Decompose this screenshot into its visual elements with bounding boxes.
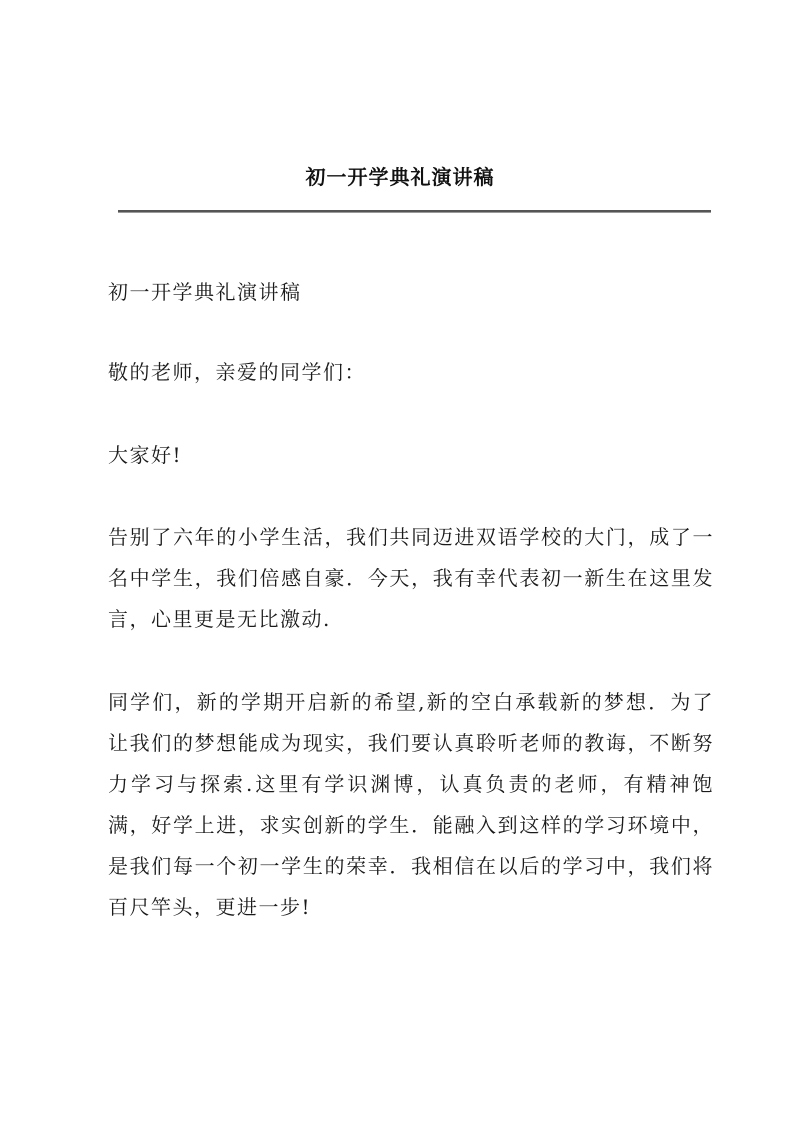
paragraph-new-semester: 同学们，新的学期开启新的希望,新的空白承载新的梦想．为了让我们的梦想能成为现实，我们要认真聆听老师的教诲，不断努力学习与探索.这里有学识渊博，认真负责的老师，有精神饱满，好学上进，求实创新的学生．能融入到这样的学习环境中，是我们每一个初一学生的荣幸．我相信在以后的学习中，我们将百尺竿头，更进一步! (108, 690, 714, 919)
page-header-title: 初一开学典礼演讲稿 (305, 165, 495, 189)
paragraph-farewell: 告别了六年的小学生活，我们共同迈进双语学校的大门，成了一名中学生，我们倍感自豪．今天，我有幸代表初一新生在这里发言，心里更是无比激动. (108, 525, 714, 631)
greeting: 大家好! (108, 443, 183, 467)
salutation: 敬的老师，亲爱的同学们： (108, 360, 366, 384)
document-title: 初一开学典礼演讲稿 (108, 280, 302, 304)
header-divider (118, 210, 711, 213)
